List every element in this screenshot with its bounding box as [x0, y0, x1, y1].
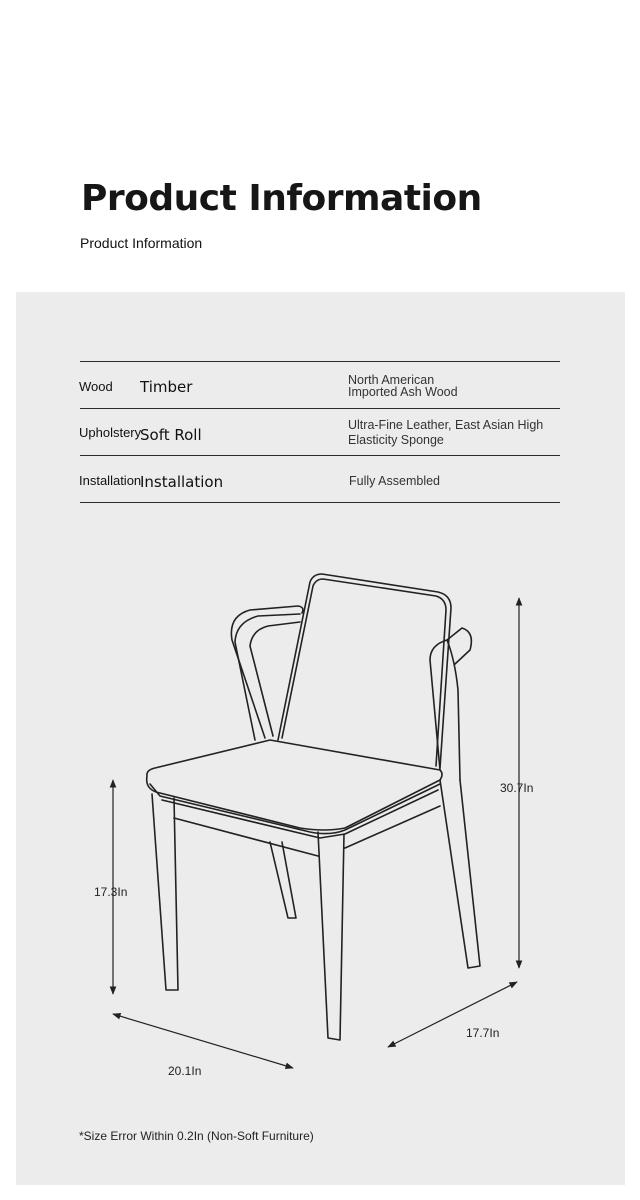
chair-seat [147, 740, 442, 830]
spec-label: Upholstery [79, 425, 142, 440]
spec-value: Fully Assembled [349, 474, 441, 488]
spec-category: Installation [140, 473, 224, 491]
spec-category: Soft Roll [140, 426, 202, 444]
chair-leg-front-left [152, 794, 178, 990]
width-label: 20.1In [168, 1064, 202, 1078]
spec-label: Wood [79, 379, 113, 394]
chair-leg-back-right [440, 780, 480, 968]
size-footnote: *Size Error Within 0.2In (Non-Soft Furniture) [79, 1129, 314, 1143]
spec-label: Installation [79, 473, 142, 488]
spec-category: Timber [140, 378, 193, 396]
page-subtitle: Product Information [80, 235, 203, 251]
depth-label: 17.7In [466, 1026, 500, 1040]
seat-height-label: 17.3In [94, 885, 128, 899]
chair-leg-front-right [318, 832, 344, 1040]
spec-value: North American Imported Ash Wood [348, 373, 458, 399]
spec-value: Ultra-Fine Leather, East Asian High Elasticity Sponge [348, 418, 544, 447]
height-label: 30.7In [500, 781, 534, 795]
width-dimension-line [113, 1014, 293, 1068]
chair-leg-back-left [270, 842, 296, 918]
chair-backrest [278, 574, 451, 768]
page-title: Product Information [81, 178, 482, 219]
